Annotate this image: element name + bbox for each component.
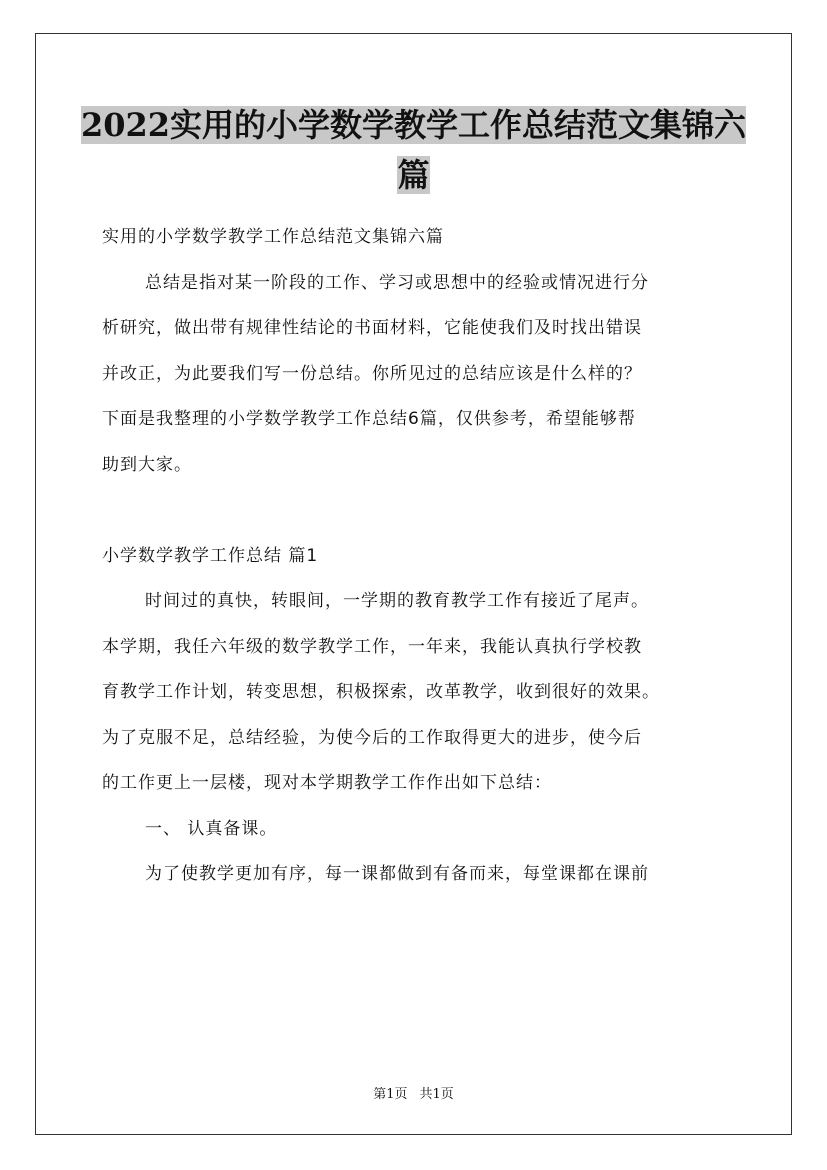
section-line: 本学期，我任六年级的数学教学工作，一年来，我能认真执行学校教	[102, 636, 642, 657]
intro-line: 并改正，为此要我们写一份总结。你所见过的总结应该是什么样的？	[102, 363, 642, 384]
section-line: 育教学工作计划，转变思想，积极探索，改革教学，收到很好的效果。	[102, 682, 660, 702]
intro-line: 下面是我整理的小学数学教学工作总结6篇，仅供参考，希望能够帮	[102, 409, 636, 429]
section-heading: 小学数学教学工作总结 篇1	[102, 545, 319, 566]
intro-line: 总结是指对某一阶段的工作、学习或思想中的经验或情况进行分	[145, 272, 649, 293]
list-item-heading: 一、 认真备课。	[145, 818, 278, 839]
subtitle: 实用的小学数学教学工作总结范文集锦六篇	[102, 227, 444, 247]
paragraph-gap	[102, 495, 727, 541]
title-line-2: 篇	[397, 156, 430, 194]
intro-line: 析研究，做出带有规律性结论的书面材料，它能使我们及时找出错误	[102, 318, 642, 338]
page-number: 第1页	[373, 1087, 408, 1102]
document-title	[60, 100, 767, 200]
section-line: 为了克服不足，总结经验，为使今后的工作取得更大的进步，使今后	[102, 727, 642, 748]
list-item-text: 为了使教学更加有序，每一课都做到有备而来，每堂课都在课前	[145, 864, 649, 884]
title-line-1: 2022实用的小学数学教学工作总结范文集锦六	[80, 106, 747, 144]
document-body	[102, 222, 727, 905]
section-line: 时间过的真快，转眼间，一学期的教育教学工作有接近了尾声。	[145, 591, 649, 611]
page-total: 共1页	[419, 1087, 454, 1102]
intro-line: 助到大家。	[102, 454, 192, 475]
section-line: 的工作更上一层楼，现对本学期教学工作作出如下总结：	[102, 773, 552, 793]
page-footer	[0, 1083, 827, 1102]
